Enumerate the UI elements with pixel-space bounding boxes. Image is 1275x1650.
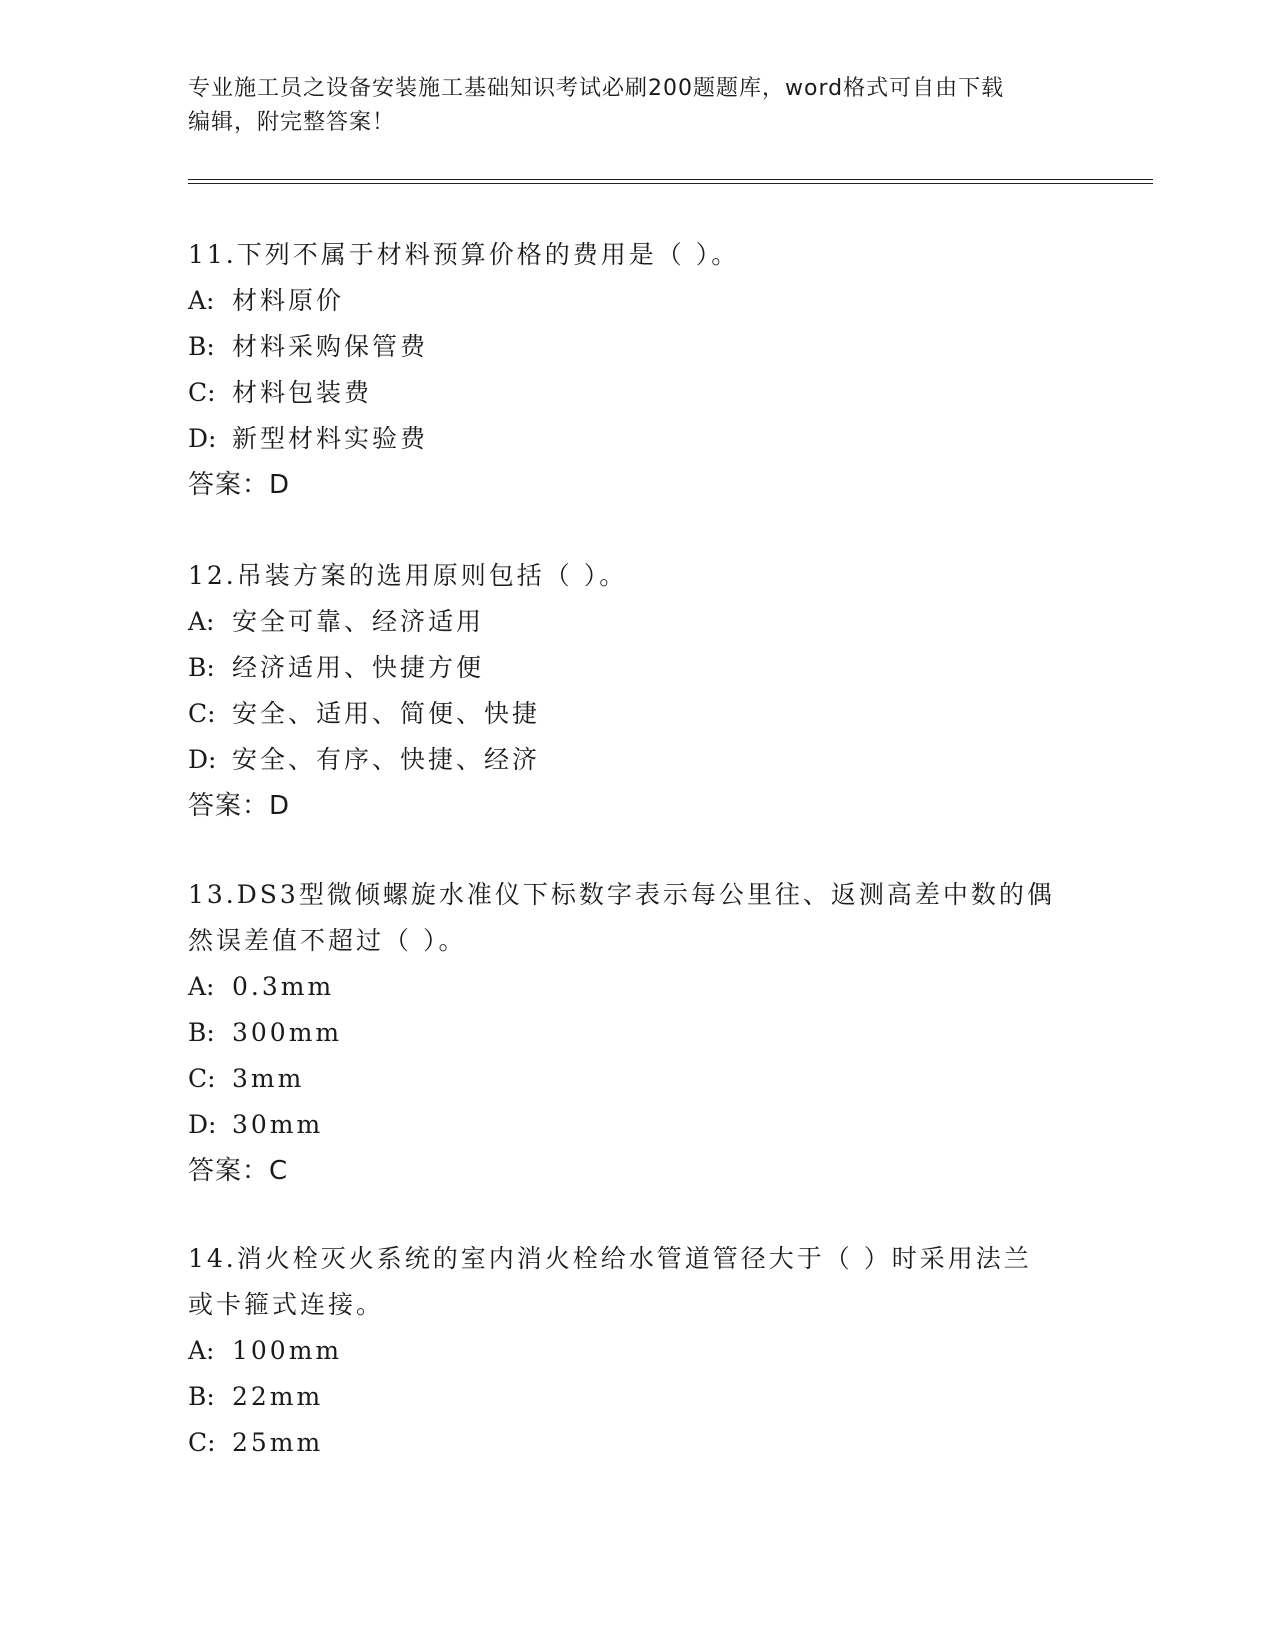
- option-text: 安全可靠、经济适用: [232, 607, 485, 636]
- option-b: [188, 645, 1068, 691]
- option-a: [188, 278, 1068, 324]
- option-text: 100mm: [232, 1336, 343, 1365]
- option-letter: D:: [188, 424, 217, 453]
- option-text: 安全、适用、简便、快捷: [232, 699, 541, 728]
- option-letter: A:: [188, 972, 215, 1001]
- option-b: [188, 1374, 1068, 1420]
- option-letter: B:: [188, 1382, 215, 1411]
- question-12: [188, 553, 1068, 829]
- option-letter: D:: [188, 745, 217, 774]
- option-text: 30mm: [232, 1110, 324, 1139]
- option-letter: D:: [188, 1110, 217, 1139]
- option-a: [188, 1328, 1068, 1374]
- option-text: 安全、有序、快捷、经济: [232, 745, 541, 774]
- option-text: 新型材料实验费: [232, 424, 429, 453]
- option-letter: B:: [188, 332, 215, 361]
- option-text: 22mm: [232, 1382, 324, 1411]
- option-d: [188, 1102, 1068, 1148]
- option-letter: C:: [188, 1428, 216, 1457]
- option-b: [188, 324, 1068, 370]
- option-d: [188, 737, 1068, 783]
- answer-line: 答案：D: [188, 470, 291, 500]
- option-b: [188, 1010, 1068, 1056]
- header-divider-bottom: [188, 183, 1153, 184]
- option-text: 0.3mm: [232, 972, 335, 1001]
- option-c: [188, 1420, 1068, 1466]
- question-stem: 11.下列不属于材料预算价格的费用是（ ）。: [188, 240, 740, 269]
- option-text: 材料包装费: [232, 378, 373, 407]
- answer-line: 答案：C: [188, 1156, 289, 1186]
- option-text: 25mm: [232, 1428, 324, 1457]
- option-letter: B:: [188, 653, 215, 682]
- question-14: [188, 1236, 1068, 1466]
- header-line-2: 编辑，附完整答案！: [188, 110, 396, 135]
- option-a: [188, 599, 1068, 645]
- option-letter: C:: [188, 699, 216, 728]
- option-letter: A:: [188, 286, 215, 315]
- question-stem-continued: 或卡箍式连接。: [188, 1290, 385, 1319]
- question-13: [188, 872, 1068, 1194]
- option-letter: A:: [188, 1336, 215, 1365]
- option-text: 300mm: [232, 1018, 343, 1047]
- option-c: [188, 691, 1068, 737]
- option-text: 3mm: [232, 1064, 305, 1093]
- option-letter: C:: [188, 378, 216, 407]
- question-stem: 12.吊装方案的选用原则包括（ ）。: [188, 561, 628, 590]
- question-stem: 14.消火栓灭火系统的室内消火栓给水管道管径大于（ ）时采用法兰: [188, 1244, 1032, 1273]
- option-d: [188, 416, 1068, 462]
- option-text: 经济适用、快捷方便: [232, 653, 485, 682]
- header-line-1: 专业施工员之设备安装施工基础知识考试必刷200题题库，word格式可自由下载: [188, 76, 1005, 101]
- option-letter: A:: [188, 607, 215, 636]
- header-divider-top: [188, 179, 1153, 180]
- document-header: [188, 72, 1088, 140]
- option-c: [188, 370, 1068, 416]
- option-letter: B:: [188, 1018, 215, 1047]
- option-text: 材料原价: [232, 286, 345, 315]
- question-stem-continued: 然误差值不超过（ ）。: [188, 926, 467, 955]
- option-c: [188, 1056, 1068, 1102]
- option-letter: C:: [188, 1064, 216, 1093]
- answer-line: 答案：D: [188, 791, 291, 821]
- option-text: 材料采购保管费: [232, 332, 429, 361]
- question-11: [188, 232, 1068, 508]
- option-a: [188, 964, 1068, 1010]
- question-stem: 13.DS3型微倾螺旋水准仪下标数字表示每公里往、返测高差中数的偶: [188, 880, 1055, 909]
